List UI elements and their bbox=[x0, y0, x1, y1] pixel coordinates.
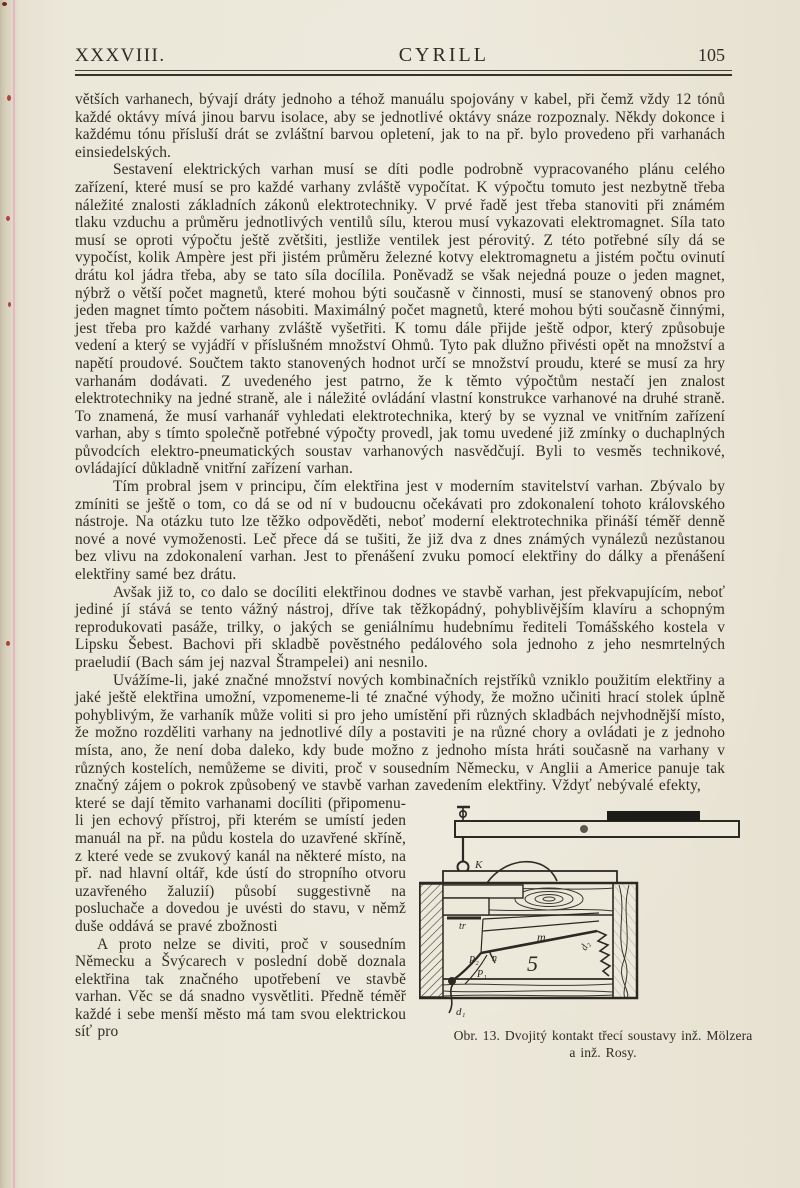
volume-number: XXXVIII. bbox=[75, 45, 166, 66]
label-d2: d₂ bbox=[578, 939, 593, 953]
paragraph: A proto nelze se diviti, proč v sousedním Německu a Švýcarech v poslední době doznala elektřina tak značného upotřebení ve stavbě varhan. Věc se dá snadno vysvětliti. Předně téměř každé i sebe menší město má tam svou elektrickou síť pro bbox=[75, 935, 406, 1041]
page-gutter-shadow bbox=[0, 0, 18, 1188]
paragraph: Tím probral jsem v principu, čím elektřina jest v moderním stavitelství varhan. Zbývalo by zmíniti se ještě o tom, co dá se od ní v budoucnu očekávati pro zdokonalení tohoto královského nástroje. Na otázku tuto lze těžko odpověděti, neboť moderní elektrotechnika přináší téměř denně nové a nové vymoženosti. Leč přece dá se tušiti, že již dva z dnes známých vynálezů nezůstanou bez vlivu na zdokonalení varhan. Jest to přenášení zvuku pomocí elektřiny do dálky a přenášení elektřiny samé bez drátu. bbox=[75, 478, 725, 584]
scan-speck bbox=[8, 302, 11, 307]
text-figure-wrap bbox=[75, 795, 791, 1061]
page-number: 105 bbox=[698, 45, 725, 65]
label-m: m bbox=[537, 929, 546, 944]
lever-pivot bbox=[580, 825, 588, 833]
paragraph: Sestavení elektrických varhan musí se díti podle podrobně vypracovaného plánu celého zařízení, které musí se pro každé varhany zvláště vypočítat. K výpočtu tomuto jest nezbytně třeba náležité znalosti základních zákonů elektrotechniky. V prvé řadě jest třeba stanoviti při známém tlaku vzduchu a průměru jednotlivých ventilů sílu, kterou musí vykazovati elektromagnet. Síla tato musí se oproti výpočtu ještě zvětšiti, jestliže ventilek jest pérovitý. Z této potřebné síly dá se vypočíst, kolik Ampère jest při jistém průměru železné kotvy elektromagnetu a jistém počtu ovinutí drátu kol jádra třeba, aby se tato síla docílila. Poněvadž se však nejedná pouze o jeden magnet, nýbrž o větší počet magnetů, které mohou býti současně v činnosti, musí se stanovený obnos pro jeden magnet tímto počtem násobiti. Maximálný počet magnetů, které mohou býti současně činnými, jest třeba pro každé varhany zvláště vyšetřiti. K tomu dále přijde ještě odpor, který způsobuje vedení a který se vyjádří v příslušném množství Ohmů. Tyto pak dlužno přivésti opět na množství a napětí proudové. Součtem takto stanovených hodnot určí se množství proudu, které se musí za hry varhanám dodávati. Z uvedeného jest patrno, že k těmto výpočtům nestačí jen znalost elektrotechniky na jedné straně, ale i náležité ovládání vlastní konstrukce varhanové na druhé straně. To znamená, že musí varhanář vyhledati elektrotechnika, který by se vyznal ve vnitřním zařízení varhan, aby s tímto společně potřebné výpočty provedl, jak tomu uvedené již zmínky o duchaplných původcích elektro-pneumatických soustav varhanových nasvědčují. Byli to vesměs technikové, ovládající důkladně vnitřní zařízení varhan. bbox=[75, 161, 725, 478]
lever-arm bbox=[455, 821, 739, 837]
label-k: K bbox=[475, 858, 483, 871]
paragraph: Avšak již to, co dalo se docíliti elektřinou dodnes ve stavbě varhan, jest překvapujícím, neboť jediné jí stává se tento vážný nástroj, dříve tak těžkopádný, pohyblivějším klavíru a schopným reprodukovati pasáže, trilky, o jakých se geniálnímu hudebnímu řediteli Tomášského kostela v Lipsku Šebest. Bachovi při skladbě pověstného pedálového sola jednoho z jeho nesmrtelných praeludií (Bach sám jej nazval Štrampelei) ani nesnilo. bbox=[75, 583, 725, 671]
contact-blob bbox=[448, 977, 456, 985]
label-p2: P₂ bbox=[469, 954, 479, 966]
paragraph: Uvážíme-li, jaké značné množství nových kombinačních rejstříků vzniklo použitím elektřiny a jaké ještě elektřina umožní, vzpomeneme-li té značné výhody, že možno učiniti hrací stolek úplně pohyblivým, že varhaník může voliti si pro jeho umístění při různých skladbách nejvhodnější místo, že možno rozděliti varhany na jednotlivé díly a postaviti je na různé chory a ovládati je z jednoho místa, ano, že není doba daleko, kdy bude možno z jednoho místa hráti současně na varhany v různých kostelích, nemůžeme se diviti, proč v sousedním Německu, v Anglii a Americe panuje tak značný zájem o pokrok způsobený ve stavbě varhan zavedením elektřiny. Vždyť nebývalé efekty, bbox=[75, 671, 725, 795]
label-p1: P₁ bbox=[477, 968, 487, 980]
scan-speck bbox=[6, 641, 10, 646]
label-n: n bbox=[492, 952, 498, 964]
figure-caption bbox=[419, 1027, 787, 1061]
article-body bbox=[75, 91, 753, 1061]
paragraph-continuation: které se dají těmito varhanami docíliti (připomenu-li jen echový přístroj, při kterém se umístí jeden manuál na př. na půdu kostela do uzavřené skříně, z které vede se zvukový kanál na některé místo, na př. nad hlavní oltář, kde ústí do stropního otvoru uzavřeného žaluzií) působí suggestivně na posluchače a dovedou je uvésti do stavu, v němž duše oddává se pravé zbožnosti bbox=[75, 794, 406, 935]
narrow-text-column bbox=[75, 795, 406, 1061]
figure-13-contact-drawing bbox=[419, 795, 789, 1023]
label-d1: d₁ bbox=[456, 1005, 466, 1018]
page-header bbox=[75, 44, 725, 68]
header-rule bbox=[75, 70, 732, 76]
lever-black-strip bbox=[607, 811, 700, 821]
gutter-pink-line bbox=[13, 0, 15, 1188]
figure-block bbox=[419, 795, 791, 1061]
label-tr: tr bbox=[459, 920, 466, 932]
scan-speck bbox=[7, 95, 11, 101]
right-post-grain bbox=[613, 883, 637, 998]
paragraph: větších varhanech, bývají dráty jednoho a téhož manuálu spojovány v kabel, při čemž vždy 12 tónů každé oktávy mívá jinou barvu isolace, aby se jednotlivé oktávy snáze rozpoznaly. Někdy dokonce i každému tónu přísluší drát se zvláštní barvou opletení, jak to na př. bylo provedeno při varhanách einsiedelských. bbox=[75, 91, 725, 161]
figure-caption-line2: a inž. Rosy. bbox=[569, 1044, 637, 1060]
scan-speck bbox=[2, 2, 7, 6]
left-post-hatch bbox=[420, 884, 443, 997]
scan-speck bbox=[6, 216, 10, 221]
figure-caption-line1: Obr. 13. Dvojitý kontakt třecí soustavy inž. Mölzera bbox=[453, 1027, 753, 1043]
journal-title: CYRILL bbox=[398, 44, 489, 66]
label-s: 5 bbox=[527, 950, 539, 976]
